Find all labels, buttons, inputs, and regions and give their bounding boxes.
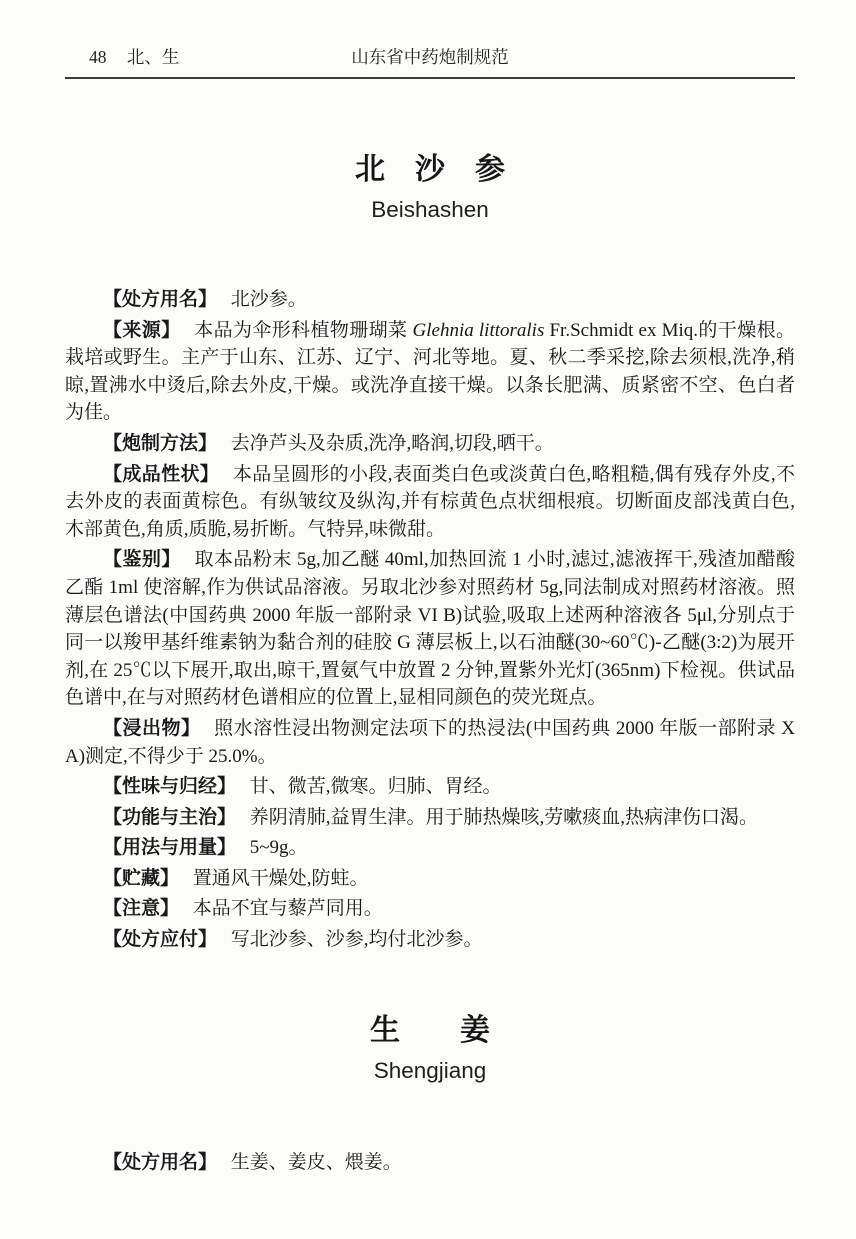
header-left: [89, 46, 179, 68]
section-label: 【性味与归经】: [103, 776, 237, 798]
entry-body: [65, 1149, 795, 1177]
section-chufangyongming: [65, 1149, 795, 1177]
section-zhuyi: [65, 895, 795, 923]
entry-title-pinyin: Beishashen: [371, 197, 489, 222]
section-label: 【来源】: [103, 319, 181, 341]
section-text: 本品呈圆形的小段,表面类白色或淡黄白色,略粗糙,偶有残存外皮,不去外皮的表面黄棕色。有纵皱纹及纵沟,并有棕黄色点状细根痕。切断面皮部浅黄白色,木部黄色,角质,质脆,易折断。气特异,味微甜。: [65, 463, 795, 540]
section-label: 【鉴别】: [103, 549, 181, 571]
entry-body: [65, 286, 795, 954]
section-label: 【炮制方法】: [103, 432, 218, 454]
section-jianbie: [65, 546, 795, 712]
section-text: 取本品粉末 5g,加乙醚 40ml,加热回流 1 小时,滤过,滤液挥干,残渣加醋酸乙酯 1ml 使溶解,作为供试品溶液。另取北沙参对照药材 5g,同法制成对照药材溶液。照薄层色谱法(中国药典 2000 年版一部附录 VI B)试验,吸取上述两种溶液各 5μl,分别点于同一以羧甲基纤维素钠为黏合剂的硅胶 G 薄层板上,以石油醚(30~60℃)-乙醚(3:2)为展开剂,在 25℃以下展开,取出,晾干,置氨气中放置 2 分钟,置紫外光灯(365nm)下检视。供试品色谱中,在与对照药材色谱相应的位置上,显相同颜色的荧光斑点。: [65, 549, 795, 709]
latin-binomial: Glehnia littoralis: [412, 319, 545, 341]
section-chufangyingfu: [65, 926, 795, 954]
section-label: 【注意】: [103, 898, 180, 920]
section-laiyuan: [65, 317, 795, 427]
entry-title-pinyin: Shengjiang: [373, 1057, 487, 1083]
entry-title-chinese: 生 姜: [370, 1013, 490, 1047]
section-text: 养阴清肺,益胃生津。用于肺热燥咳,劳嗽痰血,热病津伤口渴。: [249, 806, 758, 828]
section-text: 去净芦头及杂质,洗净,略润,切段,晒干。: [230, 432, 554, 454]
entry-title-chinese: 北 沙 参: [355, 153, 505, 186]
section-zhucang: [65, 865, 795, 893]
section-paozhifangfa: [65, 430, 795, 458]
section-label: 【处方应付】: [103, 929, 218, 951]
section-text: 本品不宜与藜芦同用。: [192, 898, 383, 920]
section-xingweiyuguijing: [65, 773, 795, 801]
section-label: 【处方用名】: [103, 1151, 218, 1173]
section-label: 【浸出物】: [103, 717, 201, 739]
section-label: 【处方用名】: [103, 289, 218, 310]
section-text: 照水溶性浸出物测定法项下的热浸法(中国药典 2000 年版一部附录 X A)测定,不得少于 25.0%。: [65, 717, 795, 767]
section-yongfayuyongliang: [65, 834, 795, 862]
section-jinchuwu: [65, 715, 795, 770]
section-text: 写北沙参、沙参,均付北沙参。: [230, 929, 483, 951]
section-text-pre: 本品为伞形科植物珊瑚菜: [194, 319, 413, 341]
section-text-post: Fr.Schmidt ex Miq.的干燥根。栽培或野生。主产于山东、江苏、辽宁、河北等地。夏、秋二季采挖,除去须根,洗净,稍晾,置沸水中烫后,除去外皮,干燥。或洗净直接干燥。以条长肥满、质紧密不空、色白者为佳。: [65, 319, 795, 424]
section-text: 置通风干燥处,防蛀。: [192, 867, 369, 889]
book-title: 山东省中药炮制规范: [351, 47, 509, 67]
section-text: 生姜、姜皮、煨姜。: [230, 1151, 402, 1173]
section-chengpinxingzhuang: [65, 461, 795, 544]
section-label: 【成品性状】: [103, 463, 220, 485]
section-text: 甘、微苦,微寒。归肺、胃经。: [249, 776, 502, 798]
section-label: 【功能与主治】: [103, 806, 237, 828]
section-label: 【用法与用量】: [103, 837, 237, 859]
entry-beishashen: [65, 151, 795, 954]
page-number: 48: [89, 47, 107, 67]
section-text: 5~9g。: [249, 837, 308, 859]
section-gongnengyuzhuzhi: [65, 804, 795, 832]
section-chufangyongming: [65, 286, 795, 314]
header-rule: [65, 77, 795, 79]
entry-shengjiang: [65, 1012, 795, 1177]
page-header: [65, 46, 795, 68]
section-label: 【贮藏】: [103, 867, 180, 889]
section-text: 北沙参。: [230, 289, 307, 310]
header-section-label: 北、生: [126, 47, 180, 67]
